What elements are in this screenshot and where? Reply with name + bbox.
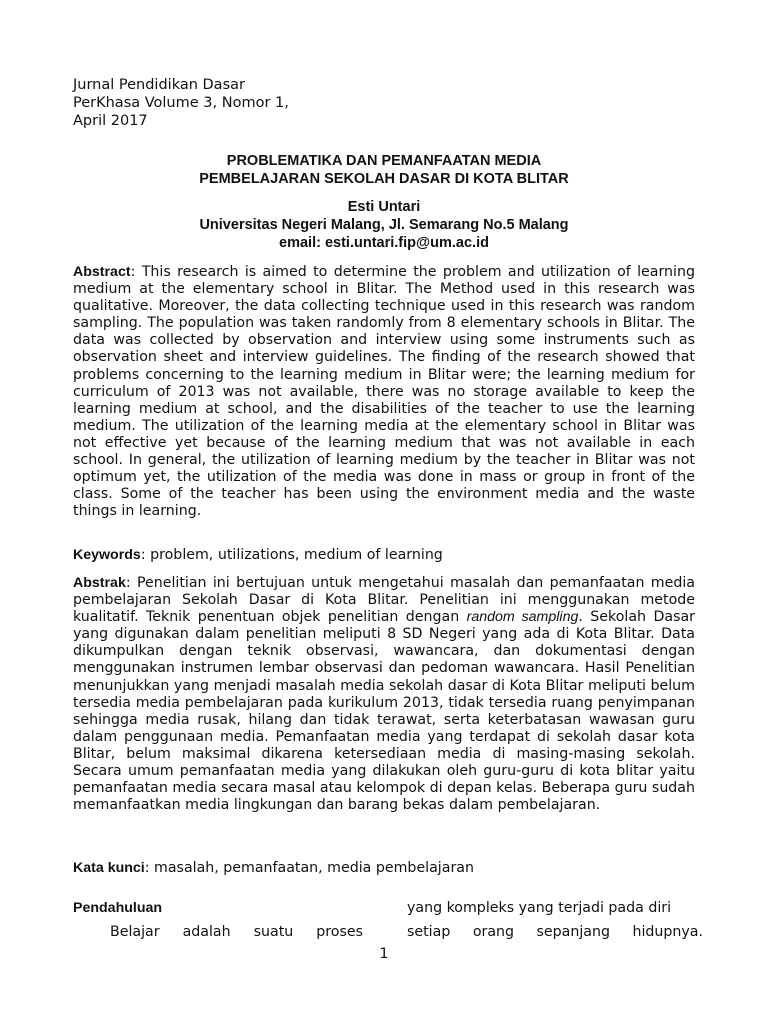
author-name: Esti Untari — [347, 199, 421, 215]
body-column-right — [407, 898, 703, 946]
abstrak-text-part-2: . Sekolah Dasar yang digunakan dalam penelitian meliputi 8 SD Negeri yang ada di Kota Blitar. Data dikumpulkan dengan teknik observasi, wawancara, dan dokumentasi dengan menggunakan instrumen lembar observasi dan pedoman wawancara. Hasil Penelitian menunjukkan yang menjadi masalah media sekolah dasar di Kota Blitar meliputi belum tersedia media pembelajaran pada kurikulum 2013, tidak tersedia ruang penyimpanan sehingga media rusak, hilang dan tidak terawat, serta keterbatasan wawasan guru dalam penggunaan media. Pemanfaatan media yang terdapat di sekolah dasar kota Blitar, belum maksimal dikarena ketersediaan media di masing-masing sekolah. Secara umum pemanfaatan media yang dilakukan oleh guru-guru di kota blitar yaitu pemanfaatan media secara masal atau kelompok di depan kelas. Beberapa guru sudah memanfaatkan media lingkungan dan barang bekas dalam pembelajaran. — [73, 609, 695, 814]
keywords-text: : problem, utilizations, medium of learning — [140, 547, 443, 563]
abstract-label: Abstract — [73, 264, 131, 280]
journal-volume: PerKhasa Volume 3, Nomor 1, — [73, 95, 289, 111]
keywords-label: Keywords — [73, 547, 141, 563]
page-number: 1 — [379, 946, 389, 962]
author-affiliation: Universitas Negeri Malang, Jl. Semarang No.5 Malang — [199, 217, 569, 233]
journal-header — [73, 76, 289, 130]
journal-name: Jurnal Pendidikan Dasar — [73, 77, 245, 93]
author-block — [73, 198, 695, 252]
abstract-text: : This research is aimed to determine the problem and utilization of learning medium at the elementary school in Blitar. The Method used in this research was qualitative. Moreover, the data collecting technique used in this research was random sampling. The population was taken randomly from 8 elementary schools in Blitar. The data was collected by observation and interview using some instruments such as observation sheet and interview guidelines. The finding of the research showed that problems concerning to the learning medium in Blitar were; the learning medium for curriculum of 2013 was not available, there was no storage available to keep the learning medium at school, and the disabilities of the teacher to use the learning medium. The utilization of the learning media at the elementary school in Blitar was not effective yet because of the learning medium that was not available in each school. In general, the utilization of learning medium by the teacher in Blitar was not optimum yet, the utilization of the media was done in mass or group in front of the class. Some of the teacher has been using the environment media and the waste things in learning. — [73, 264, 695, 520]
author-email: email: esti.untari.fip@um.ac.id — [279, 235, 489, 251]
abstract-english — [73, 264, 695, 520]
section-heading: Pendahuluan — [73, 900, 163, 916]
keywords-indonesian — [73, 860, 695, 877]
abstrak-text-part-1: : Penelitian ini bertujuan untuk mengetahui masalah dan pemanfaatan media pembelajaran Sekolah Dasar di Kota Blitar. Penelitian ini menggunakan metode kualitatif. Teknik penentuan objek penelitian dengan — [73, 575, 695, 626]
kata-kunci-text: : masalah, pemanfaatan, media pembelajaran — [144, 860, 474, 876]
abstrak-label: Abstrak — [73, 575, 126, 591]
body-text-line: setiap orang sepanjang hidupnya. — [407, 924, 703, 940]
abstract-indonesian — [73, 575, 695, 814]
journal-date: April 2017 — [73, 113, 148, 129]
kata-kunci-label: Kata kunci — [73, 860, 145, 876]
abstrak-italic-term: random sampling — [466, 609, 579, 626]
body-text-line: Belajar adalah suatu proses — [110, 924, 363, 940]
title-line-2: PEMBELAJARAN SEKOLAH DASAR DI KOTA BLITAR — [199, 171, 569, 187]
title-line-1: PROBLEMATIKA DAN PEMANFAATAN MEDIA — [226, 153, 542, 169]
keywords-english — [73, 547, 695, 564]
body-column-left — [73, 898, 363, 946]
body-text-line: yang kompleks yang terjadi pada diri — [407, 900, 672, 916]
article-title — [73, 152, 695, 188]
